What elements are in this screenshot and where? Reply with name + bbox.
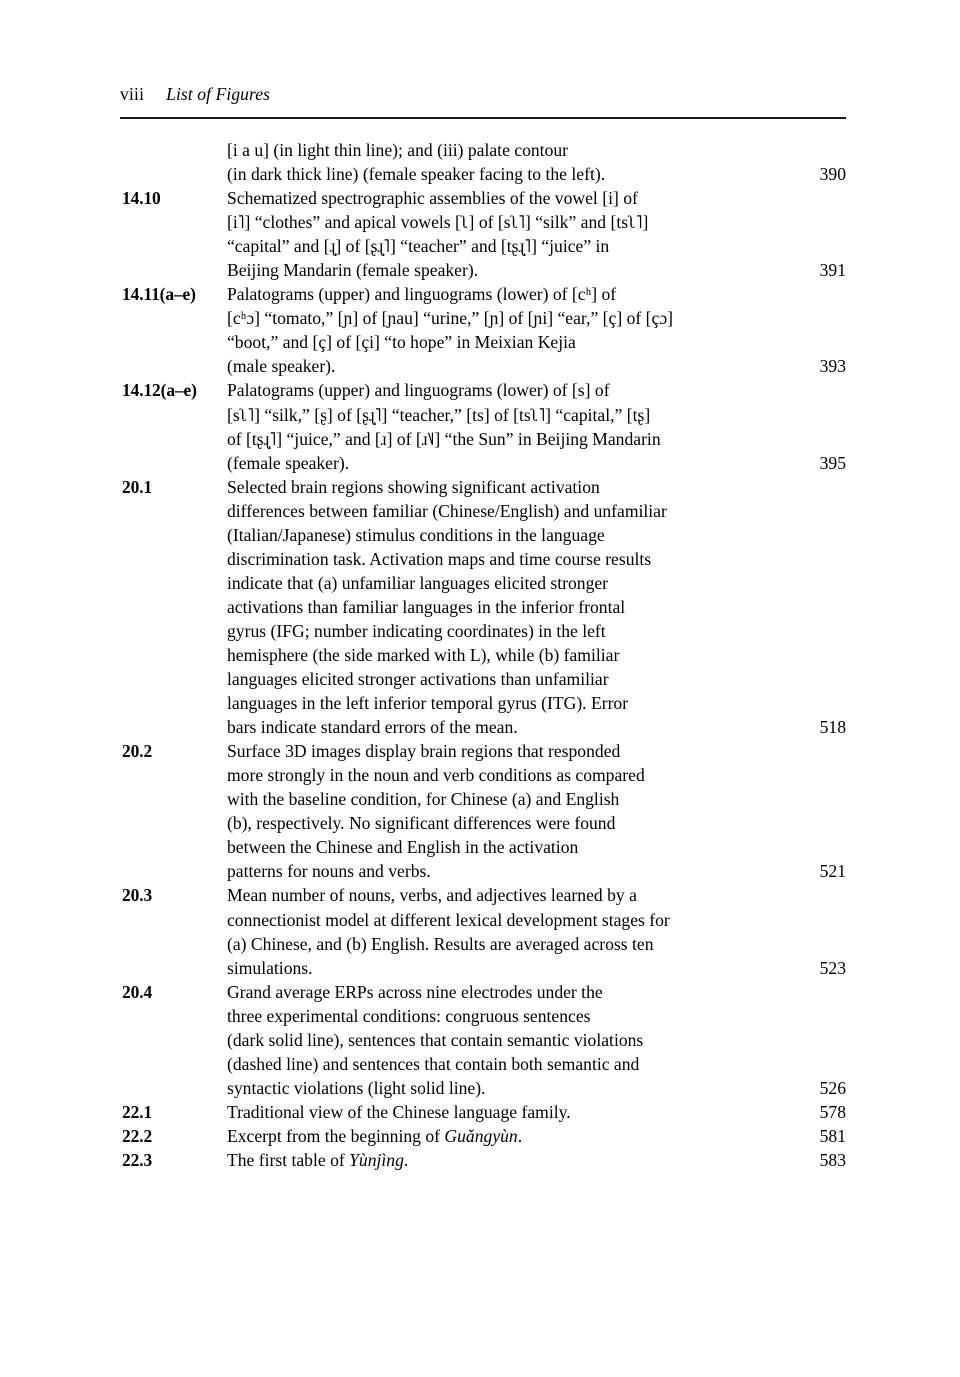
figure-entry-line [120,427,846,451]
figure-entry-line [120,282,846,306]
text-run: discrimination task. Activation maps and time course results [227,548,652,569]
text-run: differences between familiar (Chinese/English) and unfamiliar [227,500,667,521]
text-run: [i a u] (in light thin line); and (iii) palate contour [227,140,569,160]
text-run: [cʰɔ] “tomato,” [ɲ] of [ɲau] “urine,” [ɲ] of [ɲi] “ear,” [ç] of [çɔ] [227,308,673,329]
figure-caption-line [227,932,654,956]
figure-caption-line [227,739,620,763]
figure-caption-line [227,403,650,427]
text-run: [i˥] “clothes” and apical vowels [ʅ] of [sʅ˥] “silk” and [tsʅ˥] [227,212,649,233]
figure-caption-line [227,186,638,210]
figure-entry-line [120,258,846,282]
figure-caption-line [227,883,637,907]
figure-number: 22.3 [122,1149,153,1170]
figure-caption-line [227,547,651,571]
figure-entry-line [120,451,846,475]
text-run: syntactic violations (light solid line). [227,1077,486,1098]
figure-entry-line [120,667,846,691]
figure-page-number: 581 [819,1125,846,1146]
figure-page-number: 391 [819,260,846,281]
figure-entry-line [120,523,846,547]
figure-entry-line [120,1124,846,1148]
figure-caption-line [227,378,610,402]
figure-entry-line [120,739,846,763]
figure-caption-line [227,691,628,715]
figure-entry [120,378,846,474]
figure-entry [120,138,846,186]
figure-entry [120,186,846,282]
figure-caption-line [227,787,619,811]
figure-number: 22.2 [122,1125,153,1146]
figure-entry-line [120,1100,846,1124]
figure-page-number: 583 [819,1149,846,1170]
figure-entry-line [120,475,846,499]
text-run: more strongly in the noun and verb conditions as compared [227,765,645,786]
figure-entry-line [120,1028,846,1052]
text-run: Surface 3D images display brain regions that responded [227,741,621,762]
figure-entry-line [120,1052,846,1076]
figure-entry-line [120,980,846,1004]
text-run: “boot,” and [ç] of [çi] “to hope” in Meixian Kejia [227,332,576,353]
figure-entry-line [120,330,846,354]
list-of-figures [120,138,846,1172]
figure-caption-line [227,715,518,739]
figure-page-number: 521 [819,861,846,882]
figure-entry-line [120,787,846,811]
text-run: activations than familiar languages in the inferior frontal [227,596,626,617]
figure-number: 14.11(a–e) [122,284,196,305]
figure-caption-line [227,571,608,595]
figure-number: 20.3 [122,885,153,906]
figure-caption-line [227,811,615,835]
figure-caption-line [227,451,349,475]
figure-caption-line [227,499,667,523]
figure-entry-line [120,162,846,186]
figure-entry-line [120,354,846,378]
text-run: Palatograms (upper) and linguograms (lower) of [s] of [227,380,610,401]
figure-caption-line [227,667,609,691]
text-run: connectionist model at different lexical development stages for [227,909,670,930]
text-run: gyrus (IFG; number indicating coordinates) in the left [227,620,606,641]
text-run: bars indicate standard errors of the mean. [227,717,518,738]
figure-page-number: 395 [819,452,846,473]
figure-page-number: 526 [819,1077,846,1098]
figure-entry-line [120,763,846,787]
figure-entry-line [120,835,846,859]
figure-caption-line [227,643,619,667]
figure-entry-line [120,186,846,210]
figure-entry-line [120,234,846,258]
figure-number: 14.10 [122,188,161,209]
figure-entry [120,739,846,883]
figure-entry-line [120,571,846,595]
figure-entry [120,475,846,740]
figure-number: 22.1 [122,1101,153,1122]
text-run: Excerpt from the beginning of [227,1125,445,1146]
figure-caption-line [227,475,600,499]
figure-caption-line [227,282,616,306]
figure-entry-line [120,883,846,907]
figure-caption-line [227,427,661,451]
text-run: The first table of [227,1149,350,1170]
text-run: languages elicited stronger activations than unfamiliar [227,669,609,690]
figure-caption-line [227,908,670,932]
figure-entry-line [120,956,846,980]
text-run: Grand average ERPs across nine electrodes under the [227,981,603,1002]
figure-caption-line [227,138,568,162]
italic-title: Guǎngyùn [444,1125,518,1146]
text-run: Palatograms (upper) and linguograms (lower) of [cʰ] of [227,284,617,305]
figure-entry [120,980,846,1100]
figure-caption-line [227,306,673,330]
figure-entry-line [120,306,846,330]
figure-page-number: 578 [819,1101,846,1122]
figure-entry [120,282,846,378]
figure-entry-line [120,547,846,571]
figure-caption-line [227,330,576,354]
running-head-title: List of Figures [166,84,271,104]
text-run: Selected brain regions showing significant activation [227,476,600,497]
figure-caption-line [227,619,606,643]
figure-page-number: 523 [819,957,846,978]
figure-caption-line [227,234,609,258]
figure-entry-line [120,1076,846,1100]
text-run: (a) Chinese, and (b) English. Results are averaged across ten [227,933,654,954]
figure-caption-line [227,1124,522,1148]
header-rule [120,117,846,119]
figure-entry [120,1100,846,1124]
text-run: Traditional view of the Chinese language family. [227,1101,571,1122]
figure-entry-line [120,1148,846,1172]
text-run: Beijing Mandarin (female speaker). [227,260,479,281]
figure-entry [120,1124,846,1148]
figure-entry-line [120,499,846,523]
text-run: simulations. [227,957,313,978]
figure-page-number: 393 [819,356,846,377]
text-run: indicate that (a) unfamiliar languages elicited stronger [227,572,609,593]
figure-number: 14.12(a–e) [122,380,197,401]
italic-title: Yùnjìng [349,1149,404,1170]
figure-entry-line [120,619,846,643]
page-folio: viii [120,84,145,104]
text-run: hemisphere (the side marked with L), while (b) familiar [227,644,620,665]
figure-caption-line [227,1076,486,1100]
figure-entry [120,1148,846,1172]
figure-caption-line [227,859,431,883]
running-head [120,84,846,105]
figure-entry-line [120,643,846,667]
text-run: patterns for nouns and verbs. [227,861,431,882]
figure-entry-line [120,403,846,427]
text-run: (dark solid line), sentences that contain semantic violations [227,1029,644,1050]
text-run: (Italian/Japanese) stimulus conditions in the language [227,524,605,545]
figure-caption-line [227,1004,591,1028]
figure-caption-line [227,210,648,234]
figure-entry-line [120,378,846,402]
text-run: (female speaker). [227,452,350,473]
figure-page-number: 390 [819,164,846,185]
figure-caption-line [227,980,603,1004]
figure-entry-line [120,811,846,835]
figure-caption-line [227,258,478,282]
text-run: Schematized spectrographic assemblies of the vowel [i] of [227,188,638,209]
figure-caption-line [227,595,625,619]
text-run: . [403,1149,409,1170]
figure-caption-line [227,1100,571,1124]
text-run: three experimental conditions: congruous sentences [227,1005,591,1026]
text-run: “capital” and [ɻ̩] of [ʂɻ̩˥] “teacher” and [tʂɻ̩˥] “juice” in [227,236,610,257]
text-run: . [517,1125,523,1146]
figure-caption-line [227,354,335,378]
figure-number: 20.4 [122,981,153,1002]
figure-entry-line [120,859,846,883]
figure-entry-line [120,595,846,619]
figure-entry-line [120,1004,846,1028]
figure-number: 20.1 [122,476,153,497]
text-run: (in dark thick line) (female speaker facing to the left). [227,164,606,185]
figure-number: 20.2 [122,741,153,762]
figure-caption-line [227,835,578,859]
figure-caption-line [227,956,313,980]
figure-caption-line [227,162,605,186]
text-run: between the Chinese and English in the activation [227,837,579,858]
figure-entry-line [120,691,846,715]
figure-entry-line [120,908,846,932]
text-run: with the baseline condition, for Chinese (a) and English [227,789,620,810]
text-run: languages in the left inferior temporal gyrus (ITG). Error [227,693,629,714]
text-run: [sʅ˥] “silk,” [ʂ] of [ʂɻ̩˥] “teacher,” [ts] of [tsʅ˥] “capital,” [tʂ] [227,404,651,425]
figure-entry-line [120,138,846,162]
text-run: of [tʂɻ̩˥] “juice,” and [ɹ] of [ɹ˥˩] “the Sun” in Beijing Mandarin [227,428,661,449]
figure-entry-line [120,210,846,234]
figure-caption-line [227,1148,408,1172]
figure-caption-line [227,763,645,787]
text-run: (male speaker). [227,356,336,377]
text-run: (dashed line) and sentences that contain both semantic and [227,1053,640,1074]
figure-caption-line [227,1052,639,1076]
text-run: (b), respectively. No significant differences were found [227,813,616,834]
figure-page-number: 518 [819,717,846,738]
text-run: Mean number of nouns, verbs, and adjectives learned by a [227,885,637,906]
figure-entry [120,883,846,979]
figure-entry-line [120,932,846,956]
figure-entry-line [120,715,846,739]
figure-caption-line [227,1028,643,1052]
figure-caption-line [227,523,605,547]
